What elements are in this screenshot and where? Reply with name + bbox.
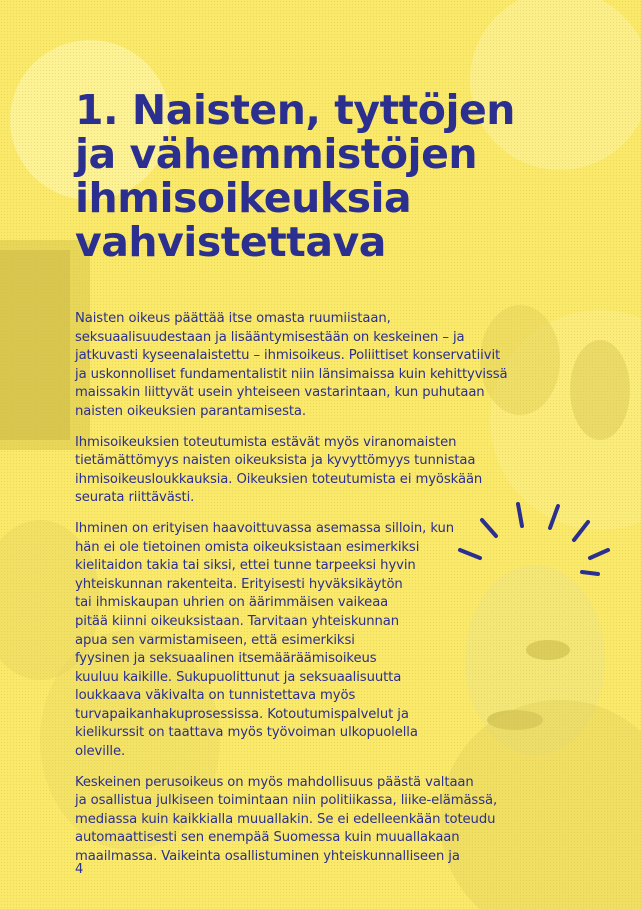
text-line: kielitaidon takia tai siksi, ettei tunne tarpeeksi hyvin	[75, 558, 416, 574]
text-line: ihmisoikeusloukkauksia. Oikeuksien toteutumista ei myöskään	[75, 471, 483, 487]
text-line: fyysinen ja seksuaalinen itsemääräämisoikeus	[75, 651, 377, 667]
text-line: naisten oikeuksien parantamisesta.	[75, 403, 306, 419]
text-line: loukkaava väkivalta on tunnistettava myös	[75, 688, 356, 704]
title-line: ja vähemmistöjen	[75, 130, 478, 178]
title-line: ihmisoikeuksia	[75, 174, 412, 222]
paragraph-3	[75, 520, 545, 762]
text-line: jatkuvasti kyseenalaistettu – ihmisoikeus. Poliittiset konservatiivit	[75, 348, 501, 364]
text-line: Keskeinen perusoikeus on myös mahdollisuus päästä valtaan	[75, 774, 474, 790]
article-content	[75, 88, 545, 879]
paragraph-1	[75, 310, 545, 422]
text-line: ja uskonnolliset fundamentalistit niin länsimaissa kuin kehittyvissä	[75, 366, 508, 382]
title-line: 1. Naisten, tyttöjen	[75, 86, 515, 134]
text-line: Ihminen on erityisen haavoittuvassa asemassa silloin, kun	[75, 520, 455, 536]
text-line: ja osallistua julkiseen toimintaan niin politiikassa, liike-elämässä,	[75, 793, 498, 809]
text-line: hän ei ole tietoinen omista oikeuksistaan esimerkiksi	[75, 539, 420, 555]
text-line: turvapaikanhakuprosessissa. Kotoutumispalvelut ja	[75, 706, 409, 722]
text-line: maissakin liittyvät usein yhteiseen vastarintaan, kun puhutaan	[75, 385, 485, 401]
text-line: kuuluu kaikille. Sukupuolittunut ja seksuaalisuutta	[75, 669, 402, 685]
page-title	[75, 88, 545, 264]
title-line: vahvistettava	[75, 218, 386, 266]
text-line: automaattisesti sen enempää Suomessa kuin muuallakaan	[75, 830, 460, 846]
text-line: yhteiskunnan rakenteita. Erityisesti hyväksikäytön	[75, 576, 403, 592]
text-line: pitää kiinni oikeuksistaan. Tarvitaan yhteiskunnan	[75, 613, 400, 629]
text-line: maailmassa. Vaikeinta osallistuminen yhteiskunnalliseen ja	[75, 849, 460, 865]
text-line: apua sen varmistamiseen, että esimerkiksi	[75, 632, 355, 648]
text-line: tietämättömyys naisten oikeuksista ja kyvyttömyys tunnistaa	[75, 453, 476, 469]
text-line: seurata riittävästi.	[75, 490, 195, 506]
paragraph-2	[75, 434, 545, 508]
text-line: Naisten oikeus päättää itse omasta ruumiistaan,	[75, 311, 391, 326]
text-line: mediassa kuin kaikkialla muuallakin. Se ei edelleenkään toteudu	[75, 811, 496, 827]
text-line: kielikurssit on taattava myös työvoiman ulkopuolella	[75, 725, 418, 741]
paragraph-4	[75, 774, 545, 867]
text-line: seksuaalisuudestaan ja lisääntymisestään on keskeinen – ja	[75, 329, 465, 345]
page-number: 4	[75, 862, 84, 877]
text-line: oleville.	[75, 744, 126, 760]
text-line: tai ihmiskaupan uhrien on äärimmäisen vaikeaa	[75, 595, 389, 611]
text-line: Ihmisoikeuksien toteutumista estävät myös viranomaisten	[75, 434, 457, 450]
